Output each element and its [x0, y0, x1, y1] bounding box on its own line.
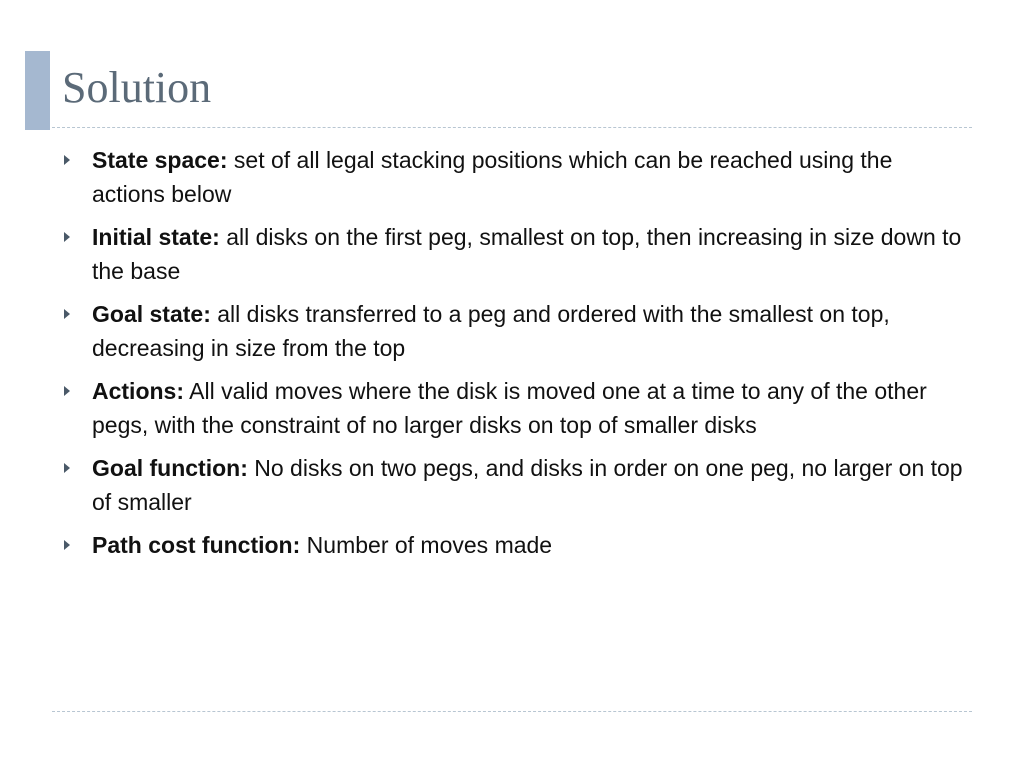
- bullet-text: all disks transferred to a peg and ordered with the smallest on top, decreasing in size from the top: [92, 301, 890, 361]
- bullet-text: All valid moves where the disk is moved one at a time to any of the other pegs, with the constraint of no larger disks on top of smaller disks: [92, 378, 927, 438]
- bullet-term: Actions:: [92, 378, 184, 404]
- triangle-bullet-icon: [64, 463, 70, 473]
- triangle-bullet-icon: [64, 386, 70, 396]
- bullet-term: Goal state:: [92, 301, 211, 327]
- bullet-text: Number of moves made: [306, 532, 553, 558]
- bullet-path-cost-function: [62, 528, 964, 562]
- bullet-state-space: [62, 143, 964, 211]
- triangle-bullet-icon: [64, 155, 70, 165]
- bullet-goal-state: [62, 297, 964, 365]
- title-accent-bar: [25, 51, 50, 130]
- bullet-actions: [62, 374, 964, 442]
- triangle-bullet-icon: [64, 309, 70, 319]
- bullet-term: Initial state:: [92, 224, 220, 250]
- bullet-text: all disks on the first peg, smallest on top, then increasing in size down to the base: [92, 224, 962, 284]
- triangle-bullet-icon: [64, 540, 70, 550]
- bullet-text: set of all legal stacking positions which can be reached using the actions below: [92, 147, 893, 207]
- bullet-initial-state: [62, 220, 964, 288]
- bullet-term: Goal function:: [92, 455, 248, 481]
- triangle-bullet-icon: [64, 232, 70, 242]
- bullet-text: No disks on two pegs, and disks in order on one peg, no larger on top of smaller: [92, 455, 963, 515]
- bullet-list: [62, 143, 964, 571]
- slide-title: Solution: [62, 63, 212, 112]
- bullet-term: State space:: [92, 147, 228, 173]
- bullet-term: Path cost function:: [92, 532, 301, 558]
- title-divider: [52, 127, 972, 128]
- footer-divider: [52, 711, 972, 712]
- bullet-goal-function: [62, 451, 964, 519]
